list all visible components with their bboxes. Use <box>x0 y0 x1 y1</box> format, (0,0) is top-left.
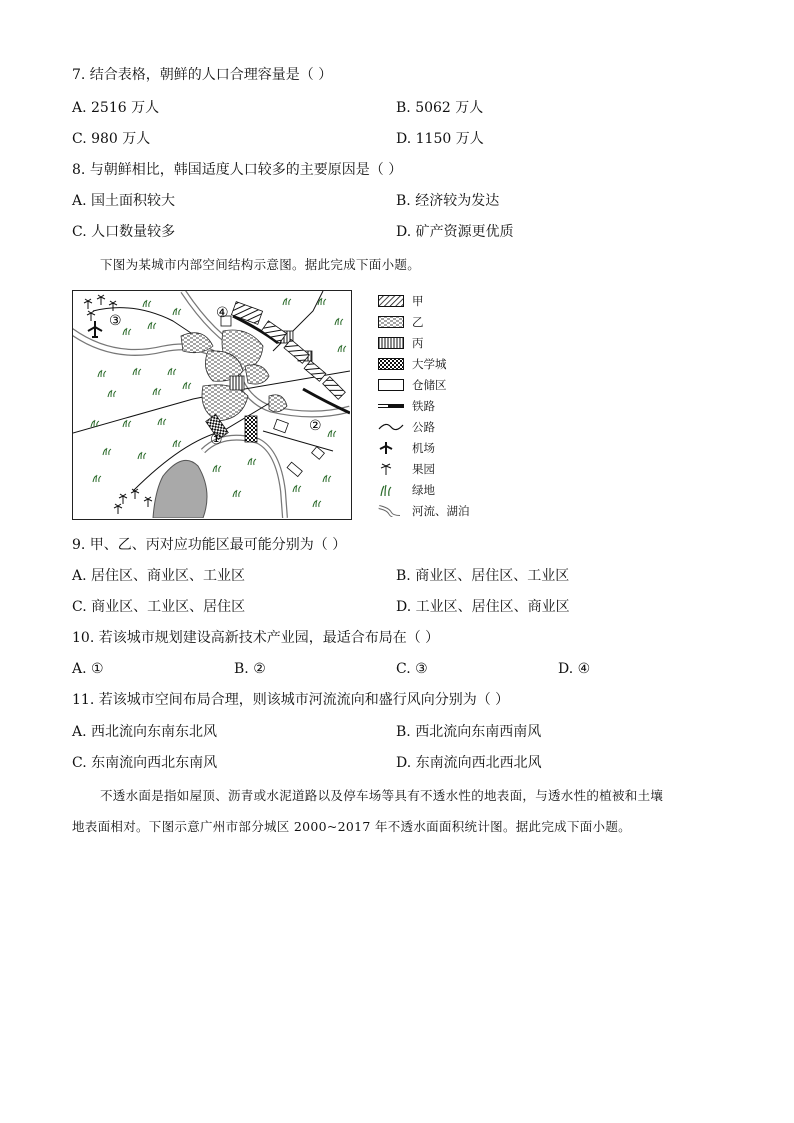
legend-railway: 铁路 <box>412 399 435 413</box>
legend-airport: 机场 <box>378 439 498 457</box>
q10-stem: 10. 若该城市规划建设高新技术产业园，最适合布局在（ ） <box>72 630 440 646</box>
airport-icon <box>88 321 102 337</box>
q8-option-a[interactable]: A. 国土面积较大 <box>72 193 176 209</box>
intro-impervious-line1: 不透水面是指如屋顶、沥青或水泥道路以及停车场等具有不透水性的地表面，与透水性的植被和土壤 <box>100 788 664 803</box>
q11-option-b[interactable]: B. 西北流向东南西南风 <box>396 724 542 740</box>
q7-option-c[interactable]: C. 980 万人 <box>72 131 151 147</box>
grass-icon <box>378 484 404 496</box>
q9-stem: 9. 甲、乙、丙对应功能区最可能分别为（ ） <box>72 537 347 553</box>
q7-option-a[interactable]: A. 2516 万人 <box>72 100 160 116</box>
label-2: ② <box>309 418 322 434</box>
q7-stem: 7. 结合表格，朝鲜的人口合理容量是（ ） <box>72 67 333 83</box>
q9-option-b[interactable]: B. 商业区、居住区、工业区 <box>396 568 570 584</box>
q10-option-c[interactable]: C. ③ <box>396 661 428 677</box>
label-4: ④ <box>216 305 229 321</box>
city-structure-map <box>72 290 352 520</box>
q10-option-a[interactable]: A. ① <box>72 661 104 677</box>
intro-impervious-line2: 地表面相对。下图示意广州市部分城区 2000~2017 年不透水面面积统计图。据此完成下面小题。 <box>72 819 631 834</box>
legend-orchard: 果园 <box>378 460 498 478</box>
legend-highway: 公路 <box>378 418 498 436</box>
legend-river-lake: 河流、湖泊 <box>378 502 498 520</box>
legend-bing: 丙 <box>378 334 498 352</box>
q10-option-b[interactable]: B. ② <box>234 661 266 677</box>
q8-option-b[interactable]: B. 经济较为发达 <box>396 193 500 209</box>
q7-option-d[interactable]: D. 1150 万人 <box>396 131 484 147</box>
tree-icon <box>378 463 404 475</box>
airport-icon <box>378 442 404 454</box>
map-svg <box>73 291 350 518</box>
q9-option-c[interactable]: C. 商业区、工业区、居住区 <box>72 599 246 615</box>
legend-warehouse: 仓储区 <box>378 376 498 394</box>
legend-greenland: 绿地 <box>378 481 498 499</box>
q11-option-a[interactable]: A. 西北流向东南东北风 <box>72 724 218 740</box>
q9-option-a[interactable]: A. 居住区、商业区、工业区 <box>72 568 246 584</box>
q11-stem: 11. 若该城市空间布局合理，则该城市河流流向和盛行风向分别为（ ） <box>72 692 510 708</box>
legend-yi: 乙 <box>378 313 498 331</box>
q8-option-c[interactable]: C. 人口数量较多 <box>72 224 176 240</box>
legend-university: 大学城 <box>378 355 498 373</box>
q11-option-d[interactable]: D. 东南流向西北西北风 <box>396 755 542 771</box>
q8-stem: 8. 与朝鲜相比，韩国适度人口较多的主要原因是（ ） <box>72 162 403 178</box>
q9-option-d[interactable]: D. 工业区、居住区、商业区 <box>396 599 570 615</box>
q7-option-b[interactable]: B. 5062 万人 <box>396 100 484 116</box>
q11-option-c[interactable]: C. 东南流向西北东南风 <box>72 755 218 771</box>
label-1: ① <box>210 432 223 448</box>
q10-option-d[interactable]: D. ④ <box>558 661 591 677</box>
legend-jia: 甲 <box>378 292 498 310</box>
label-3: ③ <box>109 313 122 329</box>
q8-option-d[interactable]: D. 矿产资源更优质 <box>396 224 514 240</box>
intro-map: 下图为某城市内部空间结构示意图。据此完成下面小题。 <box>100 257 421 272</box>
river-icon <box>378 505 404 517</box>
